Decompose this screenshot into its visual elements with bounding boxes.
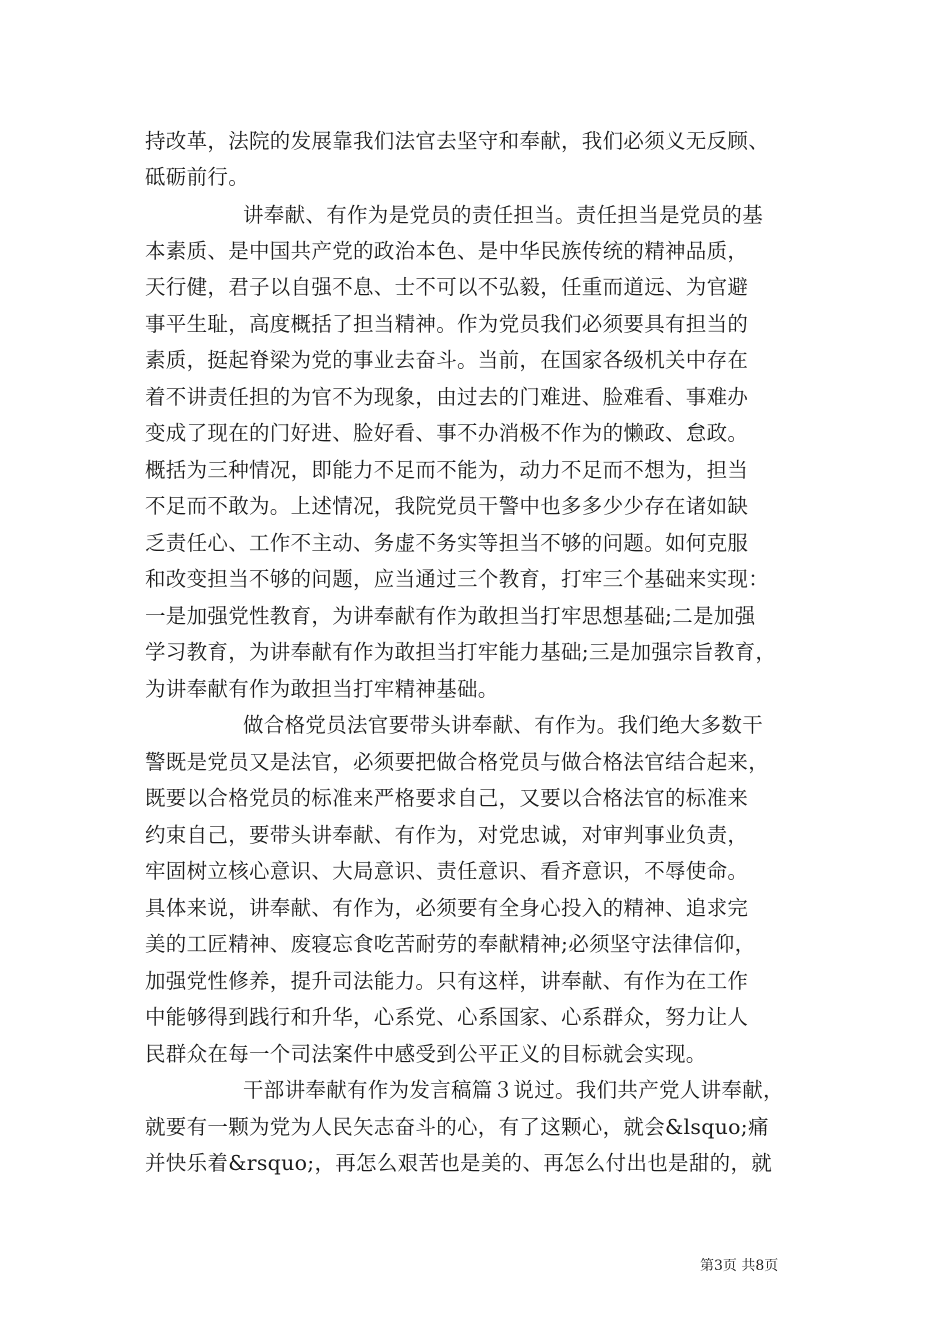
- text-line: 乏责任心、工作不主动、务虚不务实等担当不够的问题。如何克服: [145, 531, 749, 555]
- text-line: 着不讲责任担的为官不为现象，由过去的门难进、脸难看、事难办: [145, 385, 749, 409]
- text-line: 素质，挺起脊梁为党的事业去奋斗。当前，在国家各级机关中存在: [145, 348, 749, 372]
- text-line: 民群众在每一个司法案件中感受到公平正义的目标就会实现。: [145, 1042, 707, 1066]
- text-line: 美的工匠精神、废寝忘食吃苦耐劳的奉献精神;必须坚守法律信仰，: [145, 932, 756, 956]
- text-line: 砥砺前行。: [145, 165, 249, 189]
- text-line: 本素质、是中国共产党的政治本色、是中华民族传统的精神品质，: [145, 239, 749, 263]
- text-line: 中能够得到践行和升华，心系党、心系国家、心系群众，努力让人: [145, 1005, 749, 1029]
- text-line: 变成了现在的门好进、脸好看、事不办消极不作为的懒政、怠政。: [145, 421, 749, 445]
- text-line: 牢固树立核心意识、大局意识、责任意识、看齐意识，不辱使命。: [145, 859, 749, 883]
- text-line: 加强党性修养，提升司法能力。只有这样，讲奉献、有作为在工作: [145, 969, 749, 993]
- page-number-footer: 第3页 共8页: [700, 1258, 779, 1274]
- text-line: 天行健，君子以自强不息、士不可以不弘毅，任重而道远、为官避: [145, 275, 749, 299]
- text-line: 持改革，法院的发展靠我们法官去坚守和奉献，我们必须义无反顾、: [145, 129, 769, 153]
- text-line: 就要有一颗为党为人民矢志奋斗的心，有了这颗心，就会&lsquo;痛: [145, 1115, 769, 1139]
- text-line: 概括为三种情况，即能力不足而不能为，动力不足而不想为，担当: [145, 458, 749, 482]
- text-line: 约束自己，要带头讲奉献、有作为，对党忠诚，对审判事业负责，: [145, 823, 749, 847]
- text-line: 既要以合格党员的标准来严格要求自己，又要以合格法官的标准来: [145, 786, 749, 810]
- text-line: 事平生耻，高度概括了担当精神。作为党员我们必须要具有担当的: [145, 312, 749, 336]
- paragraph-start-line: 干部讲奉献有作为发言稿篇３说过。我们共产党人讲奉献，: [243, 1078, 784, 1102]
- paragraph-start-line: 讲奉献、有作为是党员的责任担当。责任担当是党员的基: [243, 203, 763, 227]
- text-line: 并快乐着&rsquo;，再怎么艰苦也是美的、再怎么付出也是甜的，就: [145, 1151, 773, 1175]
- text-line: 学习教育，为讲奉献有作为敢担当打牢能力基础;三是加强宗旨教育，: [145, 640, 777, 664]
- text-line: 不足而不敢为。上述情况，我院党员干警中也多多少少存在诸如缺: [145, 494, 749, 518]
- text-line: 一是加强党性教育，为讲奉献有作为敢担当打牢思想基础;二是加强: [145, 604, 756, 628]
- text-line: 具体来说，讲奉献、有作为，必须要有全身心投入的精神、追求完: [145, 896, 749, 920]
- text-line: 警既是党员又是法官，必须要把做合格党员与做合格法官结合起来，: [145, 750, 769, 774]
- text-line: 和改变担当不够的问题，应当通过三个教育，打牢三个基础来实现：: [145, 567, 769, 591]
- paragraph-start-line: 做合格党员法官要带头讲奉献、有作为。我们绝大多数干: [243, 713, 763, 737]
- text-line: 为讲奉献有作为敢担当打牢精神基础。: [145, 677, 499, 701]
